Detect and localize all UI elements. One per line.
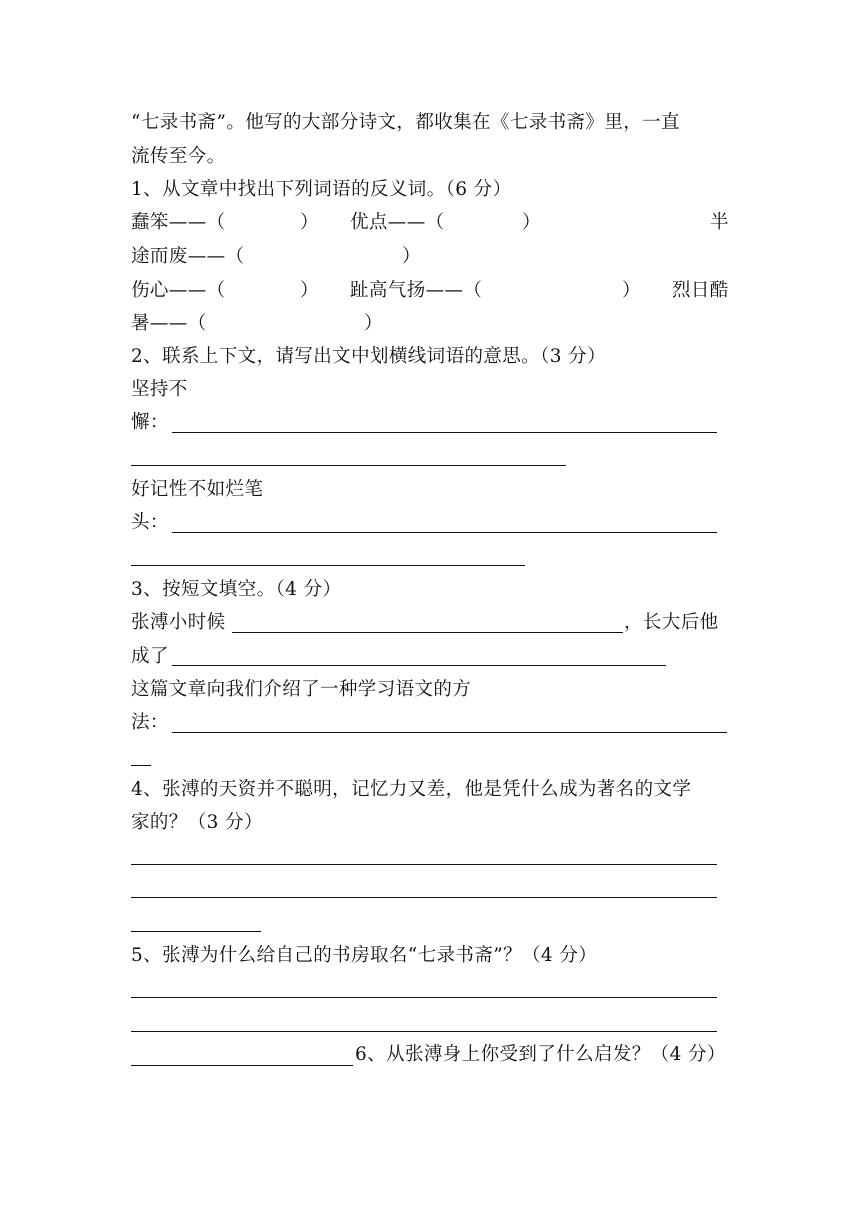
antonym-item-6-close: ） <box>364 313 383 334</box>
question-6-title: 6、从张溥身上你受到了什么启发？（4 分） <box>355 1044 726 1065</box>
antonym-item-2: 优点——（ <box>350 212 445 233</box>
answer-line[interactable] <box>172 432 717 433</box>
question-4-line-1: 4、张溥的天资并不聪明，记忆力又差，他是凭什么成为著名的文学 <box>131 779 692 800</box>
question-4-line-2: 家的？（3 分） <box>131 812 263 833</box>
answer-line[interactable] <box>131 1031 717 1032</box>
answer-line[interactable] <box>131 565 525 566</box>
antonym-item-1: 蠢笨——（ <box>131 212 226 233</box>
answer-line[interactable] <box>172 732 727 733</box>
fill-blank-line-1-end: ，长大后他 <box>624 612 719 633</box>
antonym-item-2-close: ） <box>522 212 541 233</box>
question-5-title: 5、张溥为什么给自己的书房取名“七录书斋”？（4 分） <box>131 945 598 966</box>
antonym-item-6-start: 烈日酷 <box>672 280 729 301</box>
antonym-item-4-close: ） <box>300 280 319 301</box>
term-1-label-end: 懈： <box>131 412 169 433</box>
antonym-item-4: 伤心——（ <box>131 280 226 301</box>
antonym-item-5: 趾高气扬——（ <box>350 280 483 301</box>
term-1-label-start: 坚持不 <box>131 379 188 400</box>
antonym-item-6: 暑——（ <box>131 313 207 334</box>
answer-line[interactable] <box>172 532 717 533</box>
answer-line[interactable] <box>131 465 566 466</box>
fill-blank-line-3-end: 法： <box>131 712 169 733</box>
fill-blank-line-1: 张溥小时候 <box>131 612 226 633</box>
fill-blank-line-2: 成了 <box>131 646 169 667</box>
answer-line[interactable] <box>131 864 717 865</box>
question-2-title: 2、联系上下文，请写出文中划横线词语的意思。（3 分） <box>131 346 606 367</box>
answer-line[interactable] <box>131 1065 353 1066</box>
passage-line-1: “七录书斋”。他写的大部分诗文，都收集在《七录书斋》里，一直 <box>131 112 680 133</box>
fill-blank-line-3-start: 这篇文章向我们介绍了一种学习语文的方 <box>131 679 472 700</box>
question-1-title: 1、从文章中找出下列词语的反义词。（6 分） <box>131 179 512 200</box>
antonym-item-3: 途而废——（ <box>131 246 245 267</box>
answer-line[interactable] <box>172 665 666 666</box>
term-2-label-start: 好记性不如烂笔 <box>131 479 264 500</box>
answer-line[interactable] <box>131 931 261 932</box>
antonym-item-3-close: ） <box>402 246 421 267</box>
antonym-item-3-start: 半 <box>710 212 729 233</box>
answer-line[interactable] <box>232 632 623 633</box>
answer-line[interactable] <box>131 765 151 766</box>
term-2-label-end: 头： <box>131 512 169 533</box>
answer-line[interactable] <box>131 897 717 898</box>
antonym-item-5-close: ） <box>622 280 641 301</box>
passage-line-2: 流传至今。 <box>131 146 226 167</box>
question-3-title: 3、按短文填空。（4 分） <box>131 579 342 600</box>
antonym-item-1-close: ） <box>300 212 319 233</box>
answer-line[interactable] <box>131 997 717 998</box>
